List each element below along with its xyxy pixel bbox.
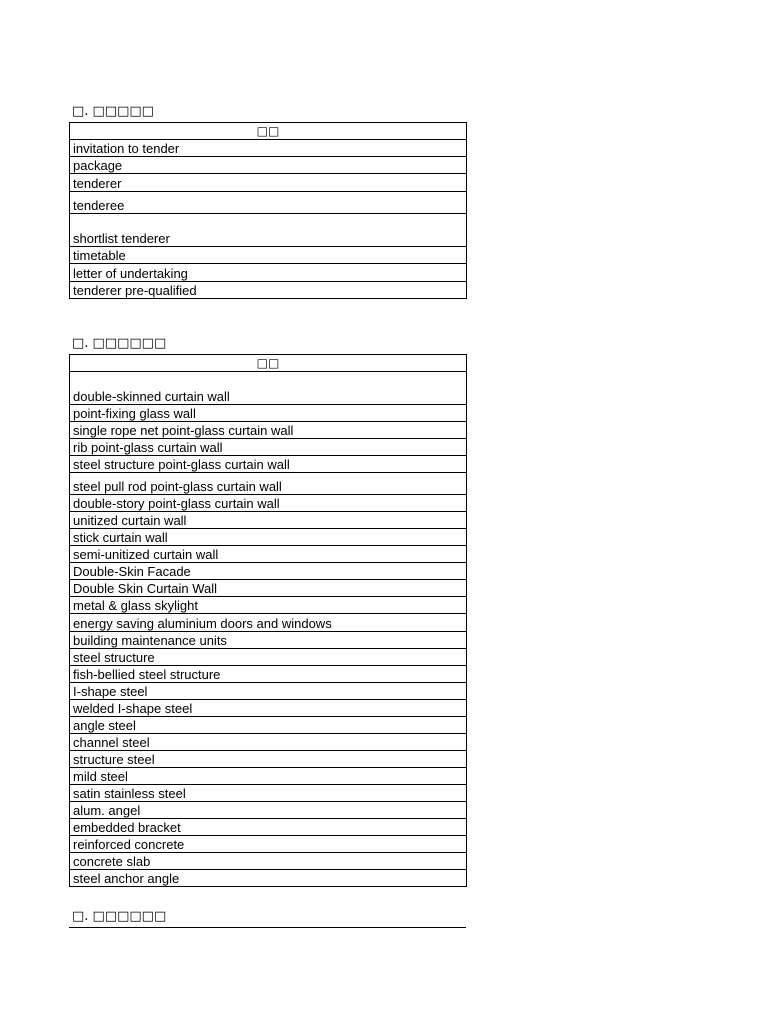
term-cell: steel structure xyxy=(70,649,467,666)
terms-table-2 xyxy=(69,354,467,887)
term-cell: structure steel xyxy=(70,751,467,768)
table-row xyxy=(70,700,467,717)
section-heading-1: □. □□□□□ xyxy=(72,104,154,119)
table-row xyxy=(70,563,467,580)
table-row xyxy=(70,495,467,512)
term-cell: steel structure point-glass curtain wall xyxy=(70,456,467,473)
terms-table-1 xyxy=(69,122,467,299)
section-divider xyxy=(69,927,466,928)
table-row xyxy=(70,529,467,546)
table-row xyxy=(70,836,467,853)
term-cell: semi-unitized curtain wall xyxy=(70,546,467,563)
table-row xyxy=(70,666,467,683)
term-cell: embedded bracket xyxy=(70,819,467,836)
term-cell: energy saving aluminium doors and windows xyxy=(70,614,467,632)
table-row xyxy=(70,174,467,192)
term-cell: satin stainless steel xyxy=(70,785,467,802)
table-row xyxy=(70,717,467,734)
term-cell: package xyxy=(70,157,467,174)
term-cell: mild steel xyxy=(70,768,467,785)
table-row xyxy=(70,546,467,563)
table-row xyxy=(70,870,467,887)
term-cell: reinforced concrete xyxy=(70,836,467,853)
table-row xyxy=(70,192,467,214)
term-cell: point-fixing glass wall xyxy=(70,405,467,422)
term-cell: double-skinned curtain wall xyxy=(70,372,467,405)
table-row xyxy=(70,632,467,649)
table-row xyxy=(70,614,467,632)
term-cell: single rope net point-glass curtain wall xyxy=(70,422,467,439)
table-row xyxy=(70,580,467,597)
table-row xyxy=(70,785,467,802)
term-cell: building maintenance units xyxy=(70,632,467,649)
term-cell: I-shape steel xyxy=(70,683,467,700)
term-cell: fish-bellied steel structure xyxy=(70,666,467,683)
column-header: □□ xyxy=(70,355,467,372)
term-cell: channel steel xyxy=(70,734,467,751)
table-row xyxy=(70,157,467,174)
table-row xyxy=(70,140,467,157)
table-row xyxy=(70,282,467,299)
term-cell: timetable xyxy=(70,247,467,264)
term-cell: tenderer xyxy=(70,174,467,192)
term-cell: welded I-shape steel xyxy=(70,700,467,717)
term-cell: steel pull rod point-glass curtain wall xyxy=(70,473,467,495)
term-cell: alum. angel xyxy=(70,802,467,819)
table-row xyxy=(70,247,467,264)
table-row xyxy=(70,597,467,614)
table-row xyxy=(70,439,467,456)
term-cell: stick curtain wall xyxy=(70,529,467,546)
term-cell: double-story point-glass curtain wall xyxy=(70,495,467,512)
table-row xyxy=(70,819,467,836)
table-row xyxy=(70,512,467,529)
table-row xyxy=(70,422,467,439)
term-cell: angle steel xyxy=(70,717,467,734)
term-cell: metal & glass skylight xyxy=(70,597,467,614)
term-cell: rib point-glass curtain wall xyxy=(70,439,467,456)
term-cell: invitation to tender xyxy=(70,140,467,157)
term-cell: concrete slab xyxy=(70,853,467,870)
term-cell: unitized curtain wall xyxy=(70,512,467,529)
term-cell: Double-Skin Facade xyxy=(70,563,467,580)
table-row xyxy=(70,683,467,700)
table-row xyxy=(70,214,467,247)
term-cell: steel anchor angle xyxy=(70,870,467,887)
term-cell: tenderer pre-qualified xyxy=(70,282,467,299)
column-header: □□ xyxy=(70,123,467,140)
term-cell: Double Skin Curtain Wall xyxy=(70,580,467,597)
term-cell: letter of undertaking xyxy=(70,264,467,282)
table-row xyxy=(70,264,467,282)
table-row xyxy=(70,372,467,405)
section-heading-2: □. □□□□□□ xyxy=(72,336,167,351)
table-row xyxy=(70,405,467,422)
table-row xyxy=(70,456,467,473)
term-cell: tenderee xyxy=(70,192,467,214)
table-row xyxy=(70,649,467,666)
table-row xyxy=(70,768,467,785)
table-row xyxy=(70,473,467,495)
section-heading-3: □. □□□□□□ xyxy=(72,909,167,924)
table-row xyxy=(70,751,467,768)
table-row xyxy=(70,802,467,819)
table-row xyxy=(70,734,467,751)
term-cell: shortlist tenderer xyxy=(70,214,467,247)
table-row xyxy=(70,853,467,870)
